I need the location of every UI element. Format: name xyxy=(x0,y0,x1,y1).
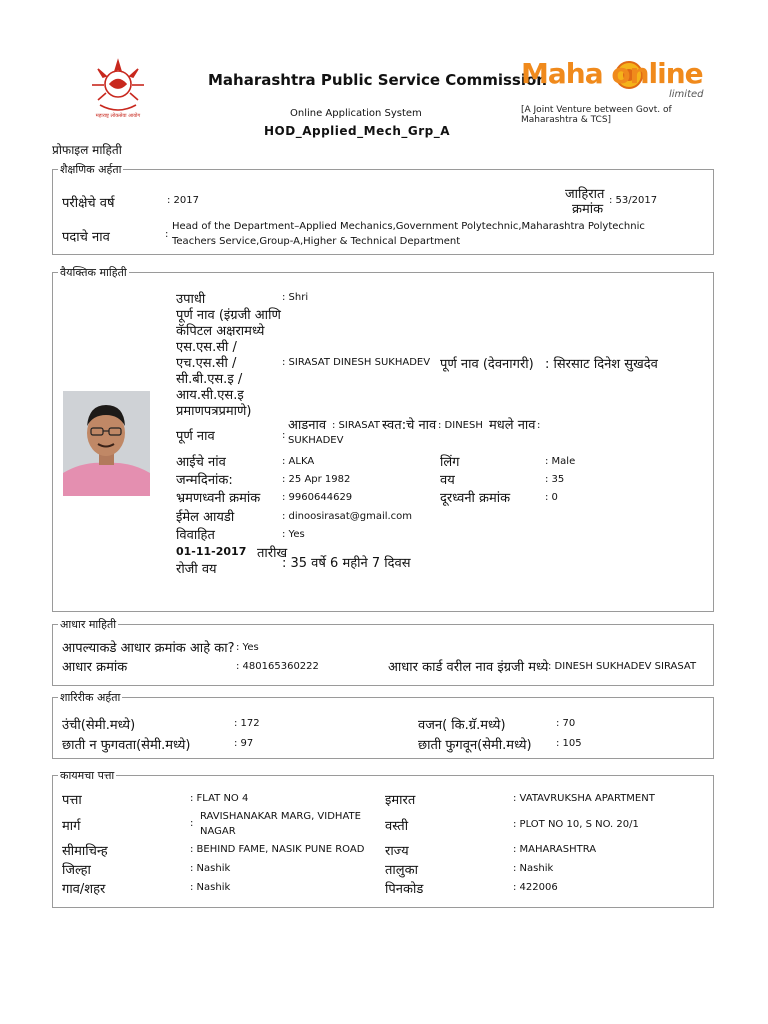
personal-legend: वैयक्तिक माहिती xyxy=(60,266,127,279)
district-value: : Nashik xyxy=(190,863,231,874)
fullname-english-label: पूर्ण नाव (इंग्रजी आणि कॅपिटल अक्षरामध्ये एस.एस.सी / एच.एस.सी / सी.बी.एस.इ / आय.सी.एस.इ प्रमाणपत्रप्रमाणे) xyxy=(176,308,281,419)
locality-value: : PLOT NO 10, S NO. 20/1 xyxy=(513,819,639,830)
fullname-devanagari-label: पूर्ण नाव (देवनागरी) xyxy=(440,357,534,372)
chest-value: : 97 xyxy=(234,738,254,749)
gender-label: लिंग xyxy=(440,455,460,470)
road-label: मार्ग xyxy=(62,819,81,834)
mahaonline-tagline: [A Joint Venture between Govt. of Maharashtra & TCS] xyxy=(521,105,672,125)
weight-value: : 70 xyxy=(556,718,576,729)
age-on-label-line1: तारीख xyxy=(257,546,288,561)
taluka-value: : Nashik xyxy=(513,863,554,874)
mahaonline-wordmark: Maha online xyxy=(521,57,703,90)
city-value: : Nashik xyxy=(190,882,231,893)
aadhar-number-label: आधार क्रमांक xyxy=(62,660,128,675)
city-label: गाव/शहर xyxy=(62,882,106,897)
page-title: Maharashtra Public Service Commission xyxy=(208,71,547,89)
exam-year-value: : 2017 xyxy=(167,195,199,206)
aadhar-has-value: : Yes xyxy=(236,642,259,653)
aadhar-name-label: आधार कार्ड वरील नाव इंग्रजी मध्ये xyxy=(388,660,549,675)
surname-label: आडनाव xyxy=(288,418,327,433)
middlename-value: : xyxy=(537,420,541,431)
post-name-label: पदाचे नाव xyxy=(62,230,110,245)
title-value: : Shri xyxy=(282,292,309,303)
pincode-value: : 422006 xyxy=(513,882,558,893)
road-colon: : xyxy=(190,818,194,829)
address-value: : FLAT NO 4 xyxy=(190,793,249,804)
middlename-label: मधले नाव xyxy=(489,418,536,433)
aadhar-name-value: : DINESH SUKHADEV SIRASAT xyxy=(548,661,697,672)
chest-expanded-label: छाती फुगवून(सेमी.मध्ये) xyxy=(418,738,532,753)
age-label: वय xyxy=(440,473,455,488)
surname-value: : SIRASAT xyxy=(332,420,380,431)
fullname-colon: : xyxy=(282,430,286,441)
mobile-label: भ्रमणध्वनी क्रमांक xyxy=(176,491,261,506)
post-name-colon: : xyxy=(165,229,169,240)
landmark-value: : BEHIND FAME, NASIK PUNE ROAD xyxy=(190,844,365,855)
firstname-value: : DINESH xyxy=(438,420,483,431)
advt-label-line2: क्रमांक xyxy=(572,202,604,217)
married-label: विवाहित xyxy=(176,528,215,543)
married-value: : Yes xyxy=(282,529,305,540)
weight-label: वजन( कि.ग्रॅ.मध्ये) xyxy=(418,718,506,733)
state-value: : MAHARASHTRA xyxy=(513,844,597,855)
aadhar-number-value: : 480165360222 xyxy=(236,661,319,672)
mahaonline-logo xyxy=(521,57,716,125)
age-value: : 35 xyxy=(545,474,565,485)
phone-value: : 0 xyxy=(545,492,558,503)
fullname-english-value: : SIRASAT DINESH SUKHADEV xyxy=(282,357,431,368)
chest-expanded-value: : 105 xyxy=(556,738,582,749)
mobile-value: : 9960644629 xyxy=(282,492,353,503)
aadhar-has-label: आपल्याकडे आधार क्रमांक आहे का? xyxy=(62,641,235,656)
phone-label: दूरध्वनी क्रमांक xyxy=(440,491,511,506)
post-name-value: Head of the Department–Applied Mechanics,Government Polytechnic,Maharashtra Polytechnic Teachers Service,Group-A,Higher & Technical Department xyxy=(172,221,645,247)
system-subtitle: Online Application System xyxy=(290,108,422,119)
physical-legend: शारिरीक अर्हता xyxy=(60,691,121,704)
fullname-label: पूर्ण नाव xyxy=(176,429,215,444)
taluka-label: तालुका xyxy=(385,863,418,878)
gender-value: : Male xyxy=(545,456,576,467)
advt-number-value: : 53/2017 xyxy=(609,195,658,206)
advt-label-line1: जाहिरात xyxy=(565,187,605,202)
mpsc-emblem-logo xyxy=(88,57,148,119)
chest-label: छाती न फुगवता(सेमी.मध्ये) xyxy=(62,738,191,753)
exam-year-label: परीक्षेचे वर्ष xyxy=(62,196,115,211)
mother-name-value: : ALKA xyxy=(282,456,315,467)
profile-heading: प्रोफाइल माहिती xyxy=(52,143,122,157)
firstname-label: स्वत:चे नाव xyxy=(382,418,437,433)
height-label: उंची(सेमी.मध्ये) xyxy=(62,718,136,733)
mahaonline-limited: limited xyxy=(669,89,704,100)
pincode-label: पिनकोड xyxy=(385,882,424,897)
applicant-photo xyxy=(63,391,150,496)
middlename-value-wrapped: SUKHADEV xyxy=(288,435,344,446)
state-label: राज्य xyxy=(385,844,409,859)
title-label: उपाधी xyxy=(176,292,206,307)
landmark-label: सीमाचिन्ह xyxy=(62,844,108,859)
email-value: : dinoosirasat@gmail.com xyxy=(282,511,413,522)
building-label: इमारत xyxy=(385,793,416,808)
age-on-date: 01-11-2017 xyxy=(176,545,247,558)
svg-text:महाराष्ट्र लोकसेवा आयोग: महाराष्ट्र लोकसेवा आयोग xyxy=(95,113,141,119)
height-value: : 172 xyxy=(234,718,260,729)
address-legend: कायमचा पत्ता xyxy=(60,769,115,782)
dob-value: : 25 Apr 1982 xyxy=(282,474,351,485)
aadhar-legend: आधार माहिती xyxy=(60,618,117,631)
district-label: जिल्हा xyxy=(62,863,91,878)
mother-name-label: आईचे नांव xyxy=(176,455,226,470)
building-value: : VATAVRUKSHA APARTMENT xyxy=(513,793,655,804)
road-value: RAVISHANAKAR MARG, VIDHATE NAGAR xyxy=(200,811,361,837)
address-label: पत्ता xyxy=(62,793,82,808)
post-code: HOD_Applied_Mech_Grp_A xyxy=(264,124,451,138)
dob-label: जन्मदिनांक: xyxy=(176,473,233,488)
age-on-value: : 35 वर्षे 6 महीने 7 दिवस xyxy=(282,556,411,571)
fullname-devanagari-value: : सिरसाट दिनेश सुखदेव xyxy=(545,357,658,372)
age-on-label-line2: रोजी वय xyxy=(176,562,217,577)
locality-label: वस्ती xyxy=(385,819,409,834)
email-label: ईमेल आयडी xyxy=(176,510,235,525)
education-legend: शैक्षणिक अर्हता xyxy=(60,163,122,176)
